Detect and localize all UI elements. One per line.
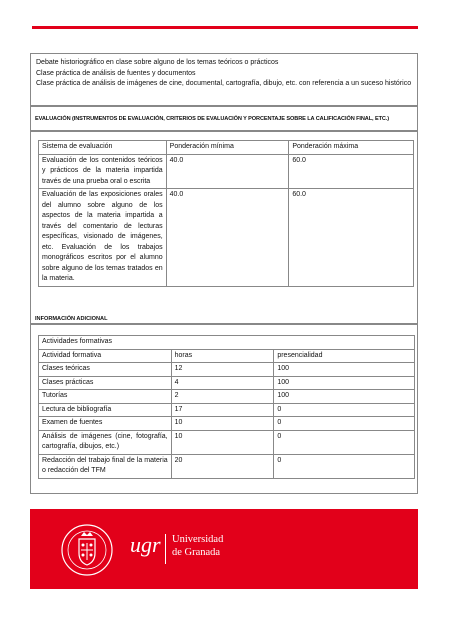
table-row: [39, 430, 415, 454]
university-name: [172, 533, 223, 559]
table-row: [39, 417, 415, 431]
evaluation-max: 60.0: [289, 189, 414, 287]
evaluation-min: 40.0: [166, 154, 289, 189]
activity-hours: 10: [171, 430, 274, 454]
activity-line: Debate historiográfico en clase sobre alguno de los temas teóricos o prácticos: [36, 59, 279, 66]
table-row: [39, 376, 415, 390]
evaluation-row: [39, 154, 414, 189]
university-seal-icon: [60, 523, 114, 577]
evaluation-system: Evaluación de las exposiciones orales del alumno sobre alguno de los aspectos de la materia impartida a través del comentario de lecturas específicas, visionado de imágenes, etc. Evaluación de los trabajos monográficos escritos por el alumno sobre alguno de los temas tratados en la materia.: [39, 189, 167, 287]
evaluation-table: [38, 140, 414, 287]
evaluation-title-box: [30, 106, 418, 131]
activity-name: Lectura de bibliografía: [39, 403, 172, 417]
header-activity: Actividad formativa: [39, 349, 172, 363]
activity-hours: 10: [171, 417, 274, 431]
evaluation-row: [39, 189, 414, 287]
evaluation-system: Evaluación de los contenidos teóricos y prácticos de la materia impartida través de una prueba oral o escrita: [39, 154, 167, 189]
header-max: Ponderación máxima: [289, 141, 414, 155]
header-rule: [32, 26, 418, 29]
evaluation-min: 40.0: [166, 189, 289, 287]
table-row: [39, 403, 415, 417]
table-row: [39, 363, 415, 377]
evaluation-title: EVALUACIÓN (INSTRUMENTOS DE EVALUACIÓN, CRITERIOS DE EVALUACIÓN Y PORCENTAJE SOBRE LA CALIFICACIÓN FINAL, ETC.): [35, 116, 390, 122]
table-row: [39, 454, 415, 478]
ugr-logo: ugr: [130, 532, 161, 557]
info-box: [30, 324, 418, 494]
activity-presence: 100: [274, 376, 415, 390]
header-system: Sistema de evaluación: [39, 141, 167, 155]
table-row: [39, 390, 415, 404]
info-label: INFORMACIÓN ADICIONAL: [35, 316, 108, 322]
logo-divider: [165, 534, 166, 564]
activity-name: Clases teóricas: [39, 363, 172, 377]
activity-line: Clase práctica de análisis de imágenes de cine, documental, cartografía, dibujo, etc. con referencia a un suceso histórico: [36, 80, 412, 87]
activity-name: Tutorías: [39, 390, 172, 404]
activity-name: Examen de fuentes: [39, 417, 172, 431]
footer-banner: [30, 509, 418, 589]
activity-presence: 0: [274, 430, 415, 454]
activity-hours: 2: [171, 390, 274, 404]
evaluation-max: 60.0: [289, 154, 414, 189]
activity-name: Redacción del trabajo final de la materia o redacción del TFM: [39, 454, 172, 478]
activities-box: [30, 53, 418, 106]
evaluation-header-row: [39, 141, 414, 155]
activities-title-row: [39, 336, 415, 350]
activities-table-title: Actividades formativas: [39, 336, 415, 350]
activity-name: Clases prácticas: [39, 376, 172, 390]
activities-header-row: [39, 349, 415, 363]
activities-table: [38, 335, 415, 479]
activity-presence: 100: [274, 363, 415, 377]
header-hours: horas: [171, 349, 274, 363]
header-min: Ponderación mínima: [166, 141, 289, 155]
university-line-1: Universidad: [172, 534, 224, 545]
university-line-2: de Granada: [172, 547, 221, 558]
activity-presence: 0: [274, 417, 415, 431]
activity-line: Clase práctica de análisis de fuentes y documentos: [36, 69, 196, 77]
activity-hours: 17: [171, 403, 274, 417]
activity-presence: 0: [274, 454, 415, 478]
evaluation-box: [30, 131, 418, 324]
header-presence: presencialidad: [274, 349, 415, 363]
activity-hours: 12: [171, 363, 274, 377]
activity-hours: 20: [171, 454, 274, 478]
activity-name: Análisis de imágenes (cine, fotografía, cartografía, dibujos, etc.): [39, 430, 172, 454]
activity-presence: 100: [274, 390, 415, 404]
activity-hours: 4: [171, 376, 274, 390]
activity-presence: 0: [274, 403, 415, 417]
